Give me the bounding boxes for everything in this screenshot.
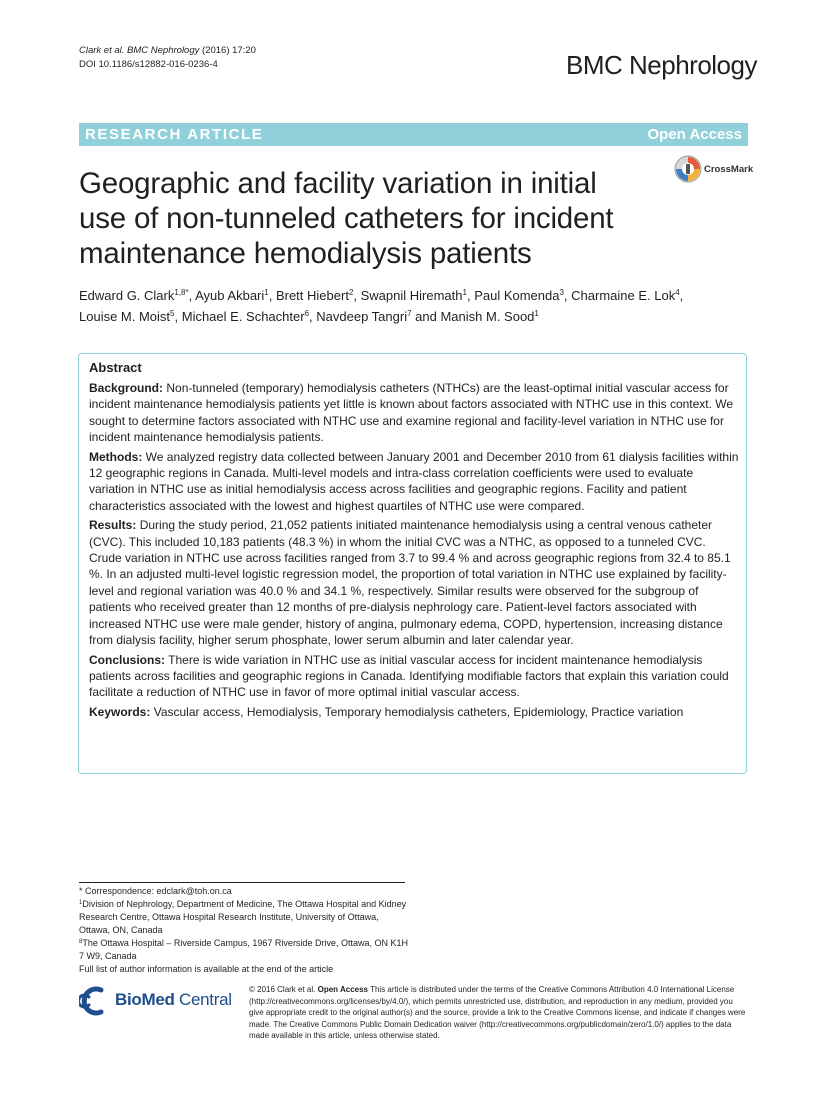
biomed-word: BioMed: [115, 990, 175, 1009]
author-separator: ,: [679, 288, 684, 303]
affiliation-1-mark: 1: [79, 900, 83, 906]
methods-label: Methods:: [89, 449, 143, 464]
author-name: Paul Komenda: [474, 288, 560, 303]
affiliation-8: [79, 937, 409, 963]
author-name: Navdeep Tangri: [316, 309, 408, 324]
author-separator: ,: [466, 288, 475, 303]
author-separator: ,: [188, 288, 196, 303]
biomed-central-wordmark: [115, 990, 232, 1010]
citation-header: [79, 44, 256, 72]
abstract-background: [89, 380, 739, 446]
crossmark-icon: [674, 155, 702, 183]
article-type-label: RESEARCH ARTICLE: [85, 126, 264, 143]
article-type-banner: [79, 123, 748, 146]
license-prefix: © 2016 Clark et al.: [249, 985, 318, 994]
author-separator: ,: [309, 309, 317, 324]
affiliation-8-mark: 8: [79, 939, 83, 945]
conclusions-text: There is wide variation in NTHC use as initial vascular access for incident maintenance hemodialysis patients across facilities and geographic regions in Canada. Identifying modifiable factors that explain this variation could facilitate a reduction of NTHC use in favor of more optimal initial vascular access.: [89, 652, 729, 700]
abstract-box: [78, 353, 747, 774]
author-list: [79, 285, 719, 327]
author-separator: and: [411, 309, 441, 324]
abstract-methods: [89, 449, 739, 515]
author-affiliation-mark: 4: [675, 288, 680, 297]
author-name: Swapnil Hiremath: [360, 288, 463, 303]
conclusions-label: Conclusions:: [89, 652, 166, 667]
citation-authors-journal: Clark et al. BMC Nephrology: [79, 45, 200, 56]
full-author-info-note: Full list of author information is available at the end of the article: [79, 964, 334, 974]
author-affiliation-mark: 3: [559, 288, 564, 297]
author-affiliation-mark: 6: [304, 309, 310, 318]
license-statement: [249, 984, 749, 1042]
author-affiliation-mark: 7: [407, 309, 412, 318]
license-text: This article is distributed under the terms of the Creative Commons Attribution 4.0 International License (http://creativecommons.org/licenses/by/4.0/), which permits unrestricted use, distribution, and reproduction in any medium, provided you give appropriate credit to the original author(s) and the source, provide a link to the Creative Commons license, and indicate if changes were made. The Creative Commons Public Domain Dedication waiver (http://creativecommons.org/publicdomain/zero/1.0/) applies to the data made available in this article, unless otherwise stated.: [249, 985, 746, 1040]
title-line-2: use of non-tunneled catheters for incident: [79, 202, 614, 235]
methods-text: We analyzed registry data collected between January 2001 and December 2010 from 61 dialysis facilities within 12 geographic regions in Canada. Multi-level models and intra-class correlation coefficients were used to evaluate variation in NTHC use as initial hemodialysis access across facilities and geographic regions. Facility and patient characteristics associated with the lowest and highest quartiles of NTHC use were compared.: [89, 449, 739, 513]
author-affiliation-mark: 1: [264, 288, 269, 297]
background-label: Background:: [89, 381, 164, 395]
abstract-keywords: [89, 704, 739, 720]
biomed-central-logo: [79, 985, 239, 1019]
article-title: [79, 166, 679, 271]
open-access-label: Open Access: [647, 126, 742, 143]
author-name: Charmaine E. Lok: [571, 288, 676, 303]
author-name: Brett Hiebert: [275, 288, 349, 303]
keywords-label: Keywords:: [89, 704, 151, 719]
author-affiliation-mark: 2: [348, 288, 354, 297]
author-name: Michael E. Schachter: [181, 309, 305, 324]
license-open-access: Open Access: [317, 985, 368, 994]
author-separator: ,: [563, 288, 572, 303]
footnotes: [79, 885, 409, 976]
author-separator: ,: [268, 288, 276, 303]
author-affiliation-mark: 5: [170, 309, 175, 318]
title-line-3: maintenance hemodialysis patients: [79, 237, 532, 270]
citation-doi: DOI 10.1186/s12882-016-0236-4: [79, 59, 218, 70]
abstract-heading: Abstract: [89, 360, 142, 375]
results-label: Results:: [89, 518, 137, 533]
keywords-text: Vascular access, Hemodialysis, Temporary hemodialysis catheters, Epidemiology, Practice variation: [153, 704, 684, 719]
author-separator: ,: [174, 309, 182, 324]
author-affiliation-mark: 1: [534, 309, 539, 318]
affiliation-1: [79, 898, 409, 937]
citation-year-volume: (2016) 17:20: [202, 45, 256, 56]
author-name: Louise M. Moist: [79, 309, 171, 324]
correspondence: * Correspondence: edclark@toh.on.ca: [79, 886, 232, 896]
affiliation-8-text: The Ottawa Hospital – Riverside Campus, 1967 Riverside Drive, Ottawa, ON K1H 7 W9, Canada: [79, 938, 408, 961]
biomed-central-logo-icon: [79, 985, 111, 1017]
author-affiliation-mark: 1,8*: [174, 288, 189, 297]
central-word: Central: [174, 990, 232, 1009]
journal-name: BMC Nephrology: [566, 50, 757, 80]
author-name: Manish M. Sood: [440, 309, 535, 324]
author-separator: ,: [353, 288, 361, 303]
results-text: During the study period, 21,052 patients initiated maintenance hemodialysis using a central venous catheter (CVC). This included 10,183 patients (48.3 %) in whom the initial CVC was a NTHC, as opposed to a tunneled CVC. Crude variation in NTHC use across facilities ranged from 3.7 to 99.4 % and across geographic regions from 32.4 to 85.1 %. In an adjusted multi-level logistic regression model, the proportion of total variation in NTHC use explained by facility-level and regional variation was 40.0 % and 34.1 %, respectively. Similar results were observed for the subgroup of patients who received greater than 12 months of pre-dialysis nephrology care. Patient-level factors associated with increased NTHC use were male gender, history of angina, pulmonary edema, COPD, hypertension, increasing distance from dialysis facility, higher serum phosphate, lower serum albumin and later calendar year.: [89, 518, 731, 648]
footnote-divider: [79, 882, 405, 883]
author-name: Ayub Akbari: [195, 288, 265, 303]
crossmark-label: CrossMark: [704, 164, 754, 175]
abstract-results: [89, 517, 739, 648]
title-line-1: Geographic and facility variation in initial: [79, 167, 597, 200]
author-affiliation-mark: 1: [462, 288, 467, 297]
author-name: Edward G. Clark: [79, 288, 175, 303]
crossmark-badge[interactable]: [674, 155, 754, 185]
citation-line: [79, 44, 256, 58]
background-text: Non-tunneled (temporary) hemodialysis catheters (NTHCs) are the least-optimal initial vascular access for incident maintenance hemodialysis patients yet little is known about factors associated with NTHC use in this context. We sought to determine factors associated with NTHC use and examine regional and facility-level variation in NTHC use for incident maintenance hemodialysis patients.: [89, 381, 734, 445]
abstract-conclusions: [89, 652, 739, 701]
affiliation-1-text: Division of Nephrology, Department of Medicine, The Ottawa Hospital and Kidney Research Centre, Ottawa Hospital Research Institute, University of Ottawa, Ottawa, ON, Canada: [79, 899, 407, 935]
